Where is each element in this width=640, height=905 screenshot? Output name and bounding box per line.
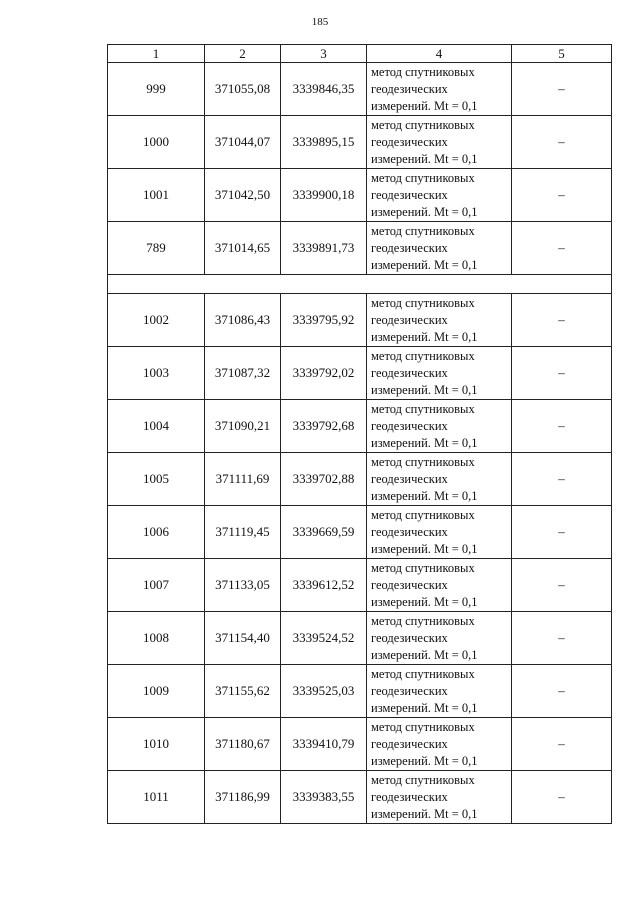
method-text-line: измерений. Mt = 0,1	[371, 98, 478, 113]
x-coordinate-cell: 371133,05	[205, 559, 281, 612]
y-coordinate-cell: 3339612,52	[281, 559, 367, 612]
table-body	[108, 45, 612, 824]
point-number-cell: 1009	[108, 665, 205, 718]
method-text-line: геодезических	[371, 577, 448, 592]
y-coordinate-cell: 3339792,68	[281, 400, 367, 453]
header-row	[108, 45, 612, 63]
method-text-line: метод спутниковых	[371, 295, 475, 310]
table-row	[108, 400, 612, 453]
note-cell: –	[512, 116, 612, 169]
method-text-line: геодезических	[371, 736, 448, 751]
note-cell: –	[512, 559, 612, 612]
point-number-cell: 1006	[108, 506, 205, 559]
note-cell: –	[512, 63, 612, 116]
method-text-line: геодезических	[371, 240, 448, 255]
method-text-line: измерений. Mt = 0,1	[371, 541, 478, 556]
y-coordinate-cell: 3339383,55	[281, 771, 367, 824]
method-text-line: измерений. Mt = 0,1	[371, 435, 478, 450]
x-coordinate-cell: 371042,50	[205, 169, 281, 222]
note-cell: –	[512, 771, 612, 824]
method-cell	[367, 294, 512, 347]
point-number-cell: 1010	[108, 718, 205, 771]
y-coordinate-cell: 3339900,18	[281, 169, 367, 222]
x-coordinate-cell: 371111,69	[205, 453, 281, 506]
method-cell	[367, 116, 512, 169]
method-text-line: геодезических	[371, 187, 448, 202]
method-text-line: геодезических	[371, 683, 448, 698]
point-number-cell: 1003	[108, 347, 205, 400]
coordinates-table	[107, 44, 612, 824]
header-cell: 5	[512, 45, 612, 63]
header-cell: 3	[281, 45, 367, 63]
method-text-line: метод спутниковых	[371, 719, 475, 734]
method-text-line: измерений. Mt = 0,1	[371, 647, 478, 662]
x-coordinate-cell: 371090,21	[205, 400, 281, 453]
point-number-cell: 1004	[108, 400, 205, 453]
method-cell	[367, 222, 512, 275]
note-cell: –	[512, 718, 612, 771]
note-cell: –	[512, 347, 612, 400]
table-row	[108, 222, 612, 275]
point-number-cell: 1005	[108, 453, 205, 506]
method-text-line: метод спутниковых	[371, 348, 475, 363]
header-cell: 2	[205, 45, 281, 63]
method-text-line: метод спутниковых	[371, 223, 475, 238]
x-coordinate-cell: 371055,08	[205, 63, 281, 116]
x-coordinate-cell: 371087,32	[205, 347, 281, 400]
method-text-line: геодезических	[371, 134, 448, 149]
method-text-line: геодезических	[371, 312, 448, 327]
x-coordinate-cell: 371155,62	[205, 665, 281, 718]
point-number-cell: 1008	[108, 612, 205, 665]
separator-cell	[108, 275, 612, 294]
table-row	[108, 294, 612, 347]
method-text-line: измерений. Mt = 0,1	[371, 594, 478, 609]
method-cell	[367, 400, 512, 453]
x-coordinate-cell: 371154,40	[205, 612, 281, 665]
method-text-line: метод спутниковых	[371, 666, 475, 681]
method-cell	[367, 665, 512, 718]
table-row	[108, 453, 612, 506]
method-cell	[367, 506, 512, 559]
point-number-cell: 1011	[108, 771, 205, 824]
x-coordinate-cell: 371044,07	[205, 116, 281, 169]
table-row	[108, 506, 612, 559]
method-cell	[367, 612, 512, 665]
method-text-line: метод спутниковых	[371, 401, 475, 416]
y-coordinate-cell: 3339669,59	[281, 506, 367, 559]
method-text-line: измерений. Mt = 0,1	[371, 257, 478, 272]
note-cell: –	[512, 506, 612, 559]
header-cell: 1	[108, 45, 205, 63]
point-number-cell: 1001	[108, 169, 205, 222]
method-text-line: геодезических	[371, 524, 448, 539]
method-text-line: метод спутниковых	[371, 613, 475, 628]
point-number-cell: 999	[108, 63, 205, 116]
table-row	[108, 612, 612, 665]
method-text-line: измерений. Mt = 0,1	[371, 488, 478, 503]
note-cell: –	[512, 665, 612, 718]
method-text-line: геодезических	[371, 81, 448, 96]
y-coordinate-cell: 3339525,03	[281, 665, 367, 718]
method-text-line: геодезических	[371, 365, 448, 380]
method-text-line: измерений. Mt = 0,1	[371, 700, 478, 715]
header-cell: 4	[367, 45, 512, 63]
note-cell: –	[512, 453, 612, 506]
note-cell: –	[512, 222, 612, 275]
method-text-line: измерений. Mt = 0,1	[371, 753, 478, 768]
method-text-line: геодезических	[371, 471, 448, 486]
method-cell	[367, 169, 512, 222]
x-coordinate-cell: 371086,43	[205, 294, 281, 347]
method-cell	[367, 347, 512, 400]
y-coordinate-cell: 3339895,15	[281, 116, 367, 169]
y-coordinate-cell: 3339702,88	[281, 453, 367, 506]
method-cell	[367, 771, 512, 824]
table-row	[108, 771, 612, 824]
y-coordinate-cell: 3339795,92	[281, 294, 367, 347]
method-text-line: метод спутниковых	[371, 170, 475, 185]
method-text-line: измерений. Mt = 0,1	[371, 329, 478, 344]
method-text-line: геодезических	[371, 418, 448, 433]
point-number-cell: 1000	[108, 116, 205, 169]
method-text-line: метод спутниковых	[371, 454, 475, 469]
y-coordinate-cell: 3339792,02	[281, 347, 367, 400]
method-text-line: метод спутниковых	[371, 507, 475, 522]
separator-row	[108, 275, 612, 294]
method-text-line: измерений. Mt = 0,1	[371, 806, 478, 821]
method-cell	[367, 453, 512, 506]
point-number-cell: 789	[108, 222, 205, 275]
table-row	[108, 559, 612, 612]
method-text-line: метод спутниковых	[371, 64, 475, 79]
method-text-line: измерений. Mt = 0,1	[371, 204, 478, 219]
y-coordinate-cell: 3339524,52	[281, 612, 367, 665]
note-cell: –	[512, 612, 612, 665]
table-row	[108, 169, 612, 222]
page-number: 185	[311, 16, 329, 28]
note-cell: –	[512, 400, 612, 453]
method-cell	[367, 559, 512, 612]
table-row	[108, 718, 612, 771]
note-cell: –	[512, 169, 612, 222]
method-text-line: измерений. Mt = 0,1	[371, 382, 478, 397]
method-cell	[367, 63, 512, 116]
method-text-line: метод спутниковых	[371, 772, 475, 787]
method-text-line: метод спутниковых	[371, 560, 475, 575]
y-coordinate-cell: 3339891,73	[281, 222, 367, 275]
y-coordinate-cell: 3339846,35	[281, 63, 367, 116]
table-row	[108, 665, 612, 718]
method-text-line: геодезических	[371, 630, 448, 645]
method-cell	[367, 718, 512, 771]
table-row	[108, 116, 612, 169]
x-coordinate-cell: 371186,99	[205, 771, 281, 824]
table-row	[108, 347, 612, 400]
note-cell: –	[512, 294, 612, 347]
method-text-line: метод спутниковых	[371, 117, 475, 132]
x-coordinate-cell: 371014,65	[205, 222, 281, 275]
point-number-cell: 1007	[108, 559, 205, 612]
method-text-line: измерений. Mt = 0,1	[371, 151, 478, 166]
x-coordinate-cell: 371119,45	[205, 506, 281, 559]
table-row	[108, 63, 612, 116]
x-coordinate-cell: 371180,67	[205, 718, 281, 771]
point-number-cell: 1002	[108, 294, 205, 347]
y-coordinate-cell: 3339410,79	[281, 718, 367, 771]
method-text-line: геодезических	[371, 789, 448, 804]
